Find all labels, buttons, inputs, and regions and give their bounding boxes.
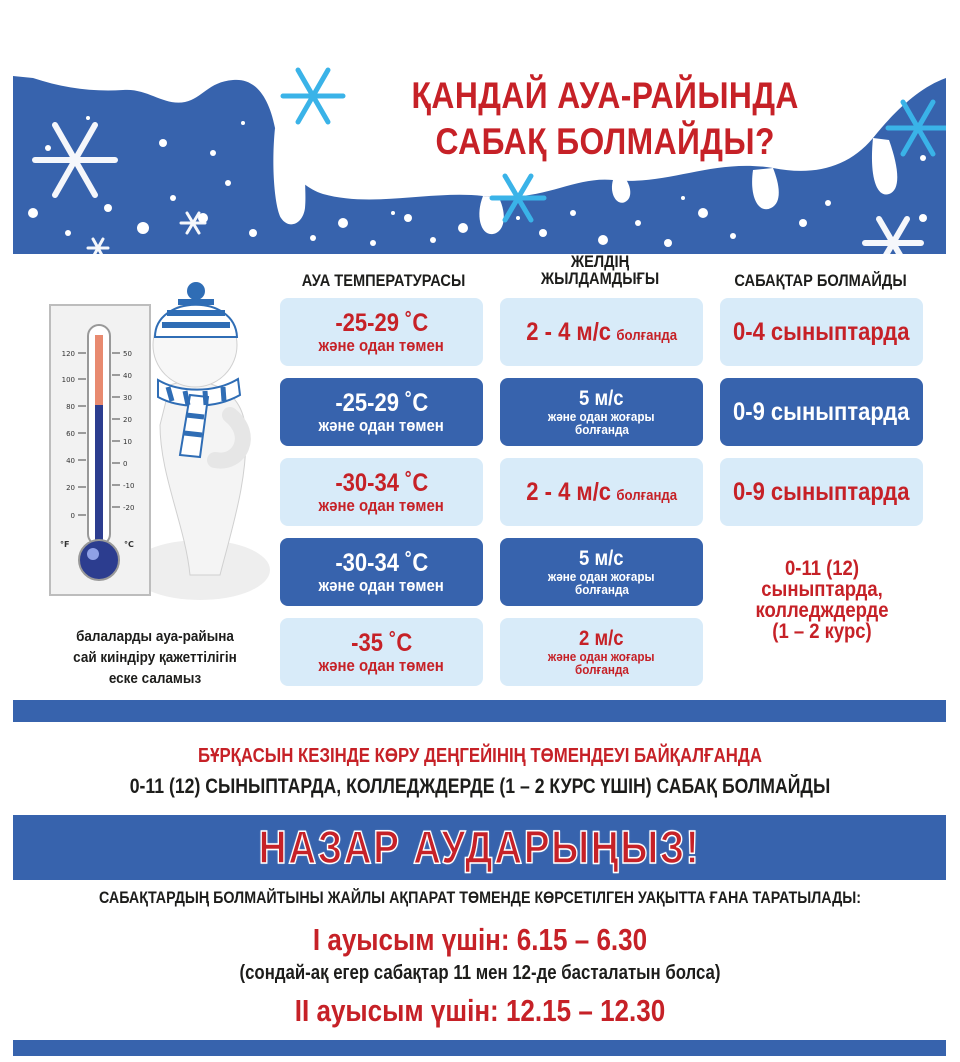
wind-note: болғанда bbox=[616, 486, 677, 504]
wind-note: болғанда bbox=[574, 582, 629, 597]
wind-cell bbox=[500, 538, 703, 606]
temp-value: -30-34 ˚С bbox=[335, 548, 428, 577]
c-tick: 20 bbox=[123, 416, 132, 424]
c-tick: -10 bbox=[123, 482, 135, 490]
divider-bar bbox=[13, 700, 946, 722]
reminder-line: балаларды ауа-райына bbox=[76, 628, 234, 645]
wind-note: және одан жоғары bbox=[548, 649, 655, 664]
wind-note: болғанда bbox=[574, 662, 629, 677]
f-tick: 20 bbox=[66, 484, 75, 492]
f-tick: 60 bbox=[66, 430, 75, 438]
c-tick: 10 bbox=[123, 438, 132, 446]
wind-value: 5 м/с bbox=[579, 547, 624, 570]
c-tick: 30 bbox=[123, 394, 132, 402]
temp-cell bbox=[280, 618, 483, 686]
f-tick: 120 bbox=[61, 350, 75, 358]
f-tick: 100 bbox=[61, 376, 75, 384]
c-unit: °C bbox=[124, 540, 134, 549]
wind-note: және одан жоғары bbox=[548, 409, 655, 424]
header-banner bbox=[13, 18, 946, 254]
wind-note: болғанда bbox=[616, 326, 677, 344]
wind-value: 5 м/с bbox=[579, 387, 624, 410]
thermometer-snowman-illustration bbox=[40, 275, 280, 615]
grades-cell bbox=[720, 458, 923, 526]
temp-note: және одан төмен bbox=[318, 495, 445, 515]
column-header-wind bbox=[514, 253, 686, 287]
grades-all-line: колледждерде bbox=[755, 599, 889, 622]
temp-note: және одан төмен bbox=[318, 415, 445, 435]
wind-note: және одан жоғары bbox=[548, 569, 655, 584]
f-tick: 80 bbox=[66, 403, 75, 411]
grades-value: 0-9 сыныптарда bbox=[733, 398, 910, 426]
temp-cell bbox=[280, 378, 483, 446]
footer-bar bbox=[13, 1040, 946, 1056]
temp-value: -25-29 ˚С bbox=[335, 388, 428, 417]
page-title bbox=[373, 73, 837, 165]
grades-cell bbox=[720, 378, 923, 446]
wind-cell bbox=[500, 378, 703, 446]
wind-value: 2 м/с bbox=[579, 627, 624, 650]
c-tick: 40 bbox=[123, 372, 132, 380]
shift-1-time: І ауысым үшін: 6.15 – 6.30 bbox=[312, 922, 648, 957]
wind-note: болғанда bbox=[574, 422, 629, 437]
shift-2-time: ІІ ауысым үшін: 12.15 – 12.30 bbox=[294, 993, 666, 1028]
temp-cell bbox=[280, 538, 483, 606]
temp-note: және одан төмен bbox=[318, 575, 445, 595]
grades-cell bbox=[720, 298, 923, 366]
title-line-2: САБАҚ БОЛМАЙДЫ? bbox=[435, 121, 775, 162]
c-tick: -20 bbox=[123, 504, 135, 512]
f-unit: °F bbox=[60, 540, 70, 549]
wind-cell bbox=[500, 458, 703, 526]
wind-cell bbox=[500, 298, 703, 366]
wind-value: 2 - 4 м/с bbox=[526, 477, 611, 506]
column-header-wind-line: ЖЫЛДАМДЫҒЫ bbox=[540, 269, 660, 288]
temp-cell bbox=[280, 458, 483, 526]
temp-note: және одан төмен bbox=[318, 655, 445, 675]
grades-all-line: (1 – 2 курс) bbox=[772, 620, 872, 643]
f-tick: 0 bbox=[70, 512, 75, 520]
temp-value: -35 ˚С bbox=[350, 628, 413, 657]
clothing-reminder bbox=[52, 626, 259, 689]
temp-value: -25-29 ˚С bbox=[335, 308, 428, 337]
grades-value: 0-9 сыныптарда bbox=[733, 478, 910, 506]
grades-all-cell bbox=[734, 558, 910, 642]
shift-note: (сондай-ақ егер сабақтар 11 мен 12-де басталатын болса) bbox=[239, 962, 721, 984]
column-header-wind-line: ЖЕЛДІҢ bbox=[570, 252, 630, 271]
grades-all-line: сыныптарда, bbox=[761, 578, 883, 601]
grades-value: 0-4 сыныптарда bbox=[733, 318, 910, 346]
temp-value: -30-34 ˚С bbox=[335, 468, 428, 497]
thermometer-icon bbox=[50, 305, 150, 595]
c-tick: 0 bbox=[123, 460, 128, 468]
temp-note: және одан төмен bbox=[318, 335, 445, 355]
info-note: САБАҚТАРДЫҢ БОЛМАЙТЫНЫ ЖАЙЛЫ АҚПАРАТ ТӨМЕНДЕ КӨРСЕТІЛГЕН УАҚЫТТА ҒАНА ТАРАТЫЛАДЫ: bbox=[98, 888, 862, 907]
wind-value: 2 - 4 м/с bbox=[526, 317, 611, 346]
blizzard-note-heading: БҰРҚАСЫН КЕЗІНДЕ КӨРУ ДЕҢГЕЙІНІҢ ТӨМЕНДЕУІ БАЙҚАЛҒАНДА bbox=[198, 745, 762, 767]
f-tick: 40 bbox=[66, 457, 75, 465]
column-header-no-classes: САБАҚТАР БОЛМАЙДЫ bbox=[734, 271, 907, 290]
c-tick: 50 bbox=[123, 350, 132, 358]
reminder-line: сай киіндіру қажеттілігін bbox=[73, 649, 237, 666]
reminder-line: еске саламыз bbox=[108, 670, 202, 687]
attention-heading: НАЗАР АУДАРЫҢЫЗ! bbox=[258, 821, 701, 873]
temp-cell bbox=[280, 298, 483, 366]
column-header-temperature: АУА ТЕМПЕРАТУРАСЫ bbox=[301, 271, 466, 290]
blizzard-note-text: 0-11 (12) СЫНЫПТАРДА, КОЛЛЕДЖДЕРДЕ (1 – 2 КУРС ҮШІН) САБАҚ БОЛМАЙДЫ bbox=[129, 775, 831, 798]
grades-all-line: 0-11 (12) bbox=[785, 557, 859, 580]
title-line-1: ҚАНДАЙ АУА-РАЙЫНДА bbox=[411, 75, 799, 116]
wind-cell bbox=[500, 618, 703, 686]
